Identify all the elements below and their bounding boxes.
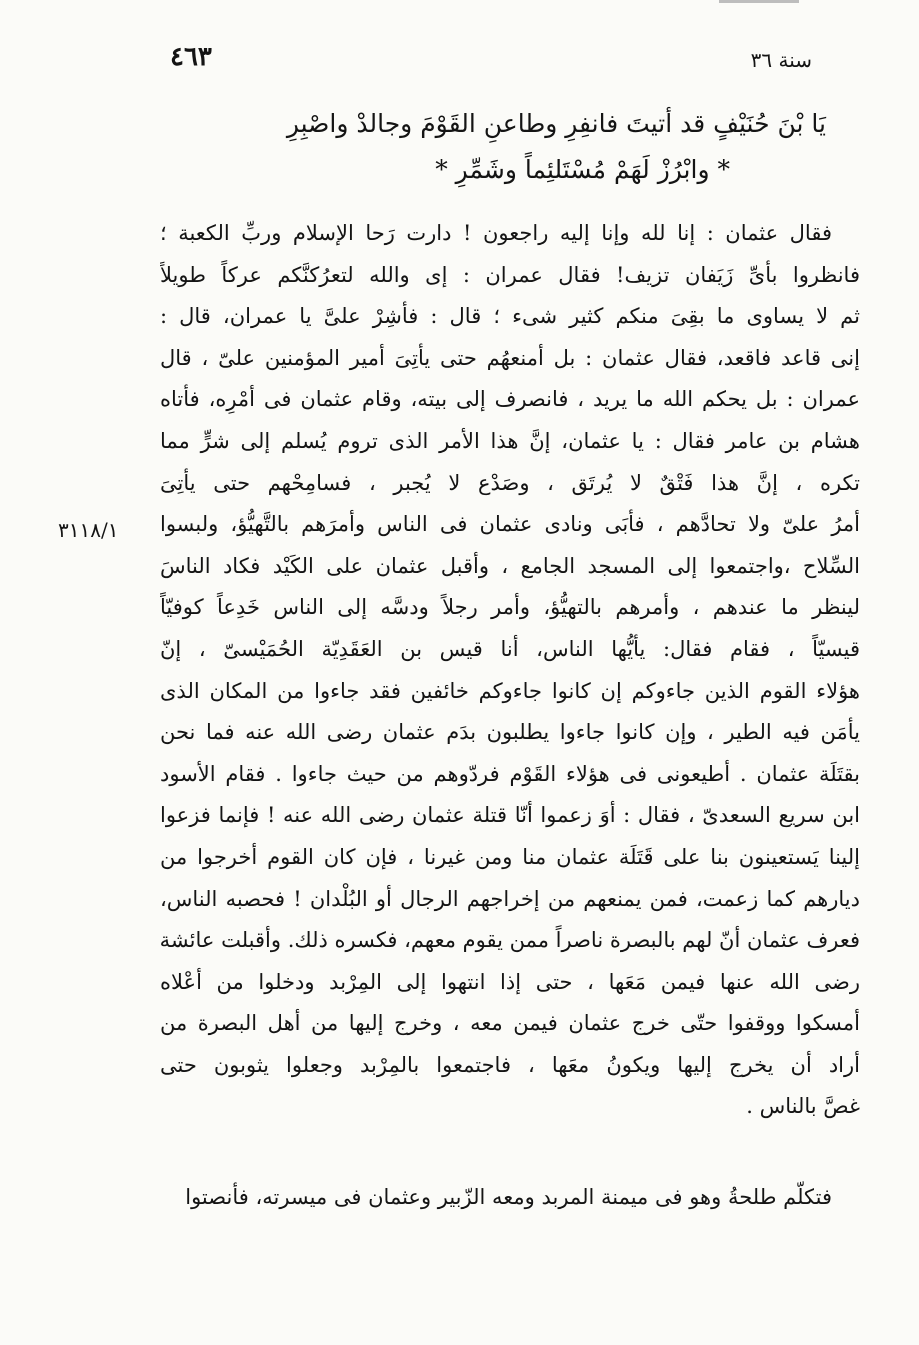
text-line: أراد أن يخرج إليها ويكونُ معَها ، فاجتمعوا بالمِرْبد وجعلوا يثوبون حتى	[160, 1052, 860, 1077]
text-line: إنى قاعد فاقعد، فقال عثمان : بل أمنعهُم حتى يأتِىَ أمير المؤمنين علىّ ، قال	[160, 345, 860, 370]
page-header	[150, 40, 830, 80]
text-line: هؤلاء القوم الذين جاءوكم إن كانوا جاءوكم خائفين فقد جاءوا من المكان الذى	[160, 678, 860, 703]
text-line: يأمَن فيه الطير ، وإن كانوا جاءوا يطلبون بدَم عثمان رضى الله عنه فما نحن	[160, 720, 860, 745]
year-label: سنة ٣٦	[750, 48, 812, 72]
text-line: هشام بن عامر فقال : يا عثمان، إنَّ هذا الأمر الذى تروم يُسلم إلى شرٍّ مما	[160, 428, 860, 453]
text-line: فانظروا بأىِّ زَيَفان تزيف! فقال عمران : إى والله لتعرُكنَّكم عركاً طويلاً	[160, 262, 860, 287]
body-paragraph	[160, 212, 860, 1127]
text-line: ثم لا يساوى ما بقِىَ منكم كثير شىء ؛ قال : فأشِرْ علىَّ يا عمران، قال :	[160, 304, 860, 329]
poem-verse: يَا بْنَ حُنَيْفٍ قد أتيتَ فانفِرِ وطاعنِ القَوْمَ وجالدْ واصْبِرِ	[286, 109, 826, 138]
page-number: ٤٦٣	[170, 42, 212, 72]
page-rule	[719, 0, 799, 3]
text-line: السِّلاح ،واجتمعوا إلى المسجد الجامع ، وأقبل عثمان على الكَيْد فكاد الناسَ	[160, 553, 860, 578]
text-line: بقتَلَة عثمان . أطيعونى فى هؤلاء القَوْم فردّوهم من حيث جاءوا . فقام الأسود	[160, 761, 860, 786]
text-line: ابن سريع السعدىّ ، فقال : أوَ زعموا أنّا قتلة عثمان رضى الله عنه ! فإنما فزعوا	[160, 803, 860, 828]
text-line: غصَّ بالناس .	[746, 1094, 860, 1119]
body-paragraph	[160, 1176, 860, 1218]
text-line: ديارهم كما زعمت، فمن يمنعهم من إخراجهم الرجال أو البُلْدان ! فحصبه الناس،	[160, 886, 860, 911]
text-line: قيسيّاً ، فقام فقال: يأيُّها الناس، أنا قيس بن العَقَدِيّة الحُمَيْسىّ ، إنّ	[160, 636, 860, 661]
text-line: تكره ، إنَّ هذا فَتْقٌ لا يُرتَق ، وصَدْع لا يُجبر ، فسامِحْهم حتى يأتِىَ	[160, 470, 860, 495]
text-line: إلينا يَستعينون بنا على قَتَلَة عثمان منا ومن غيرنا ، فإن كان القوم أخرجوا من	[160, 844, 860, 869]
text-line: أمرُ علىّ ولا تحادَّهم ، فأبَى ونادى عثمان فى الناس وأمرَهم بالتَّهيُّؤ، ولبسوا	[160, 512, 860, 537]
text-line: فتكلّم طلحةُ وهو فى ميمنة المربد ومعه الزّبير وعثمان فى ميسرته، فأنصتوا	[185, 1185, 832, 1209]
margin-reference: ٣١١٨/١	[58, 518, 119, 542]
text-line: لينظر ما عندهم ، وأمرهم بالتهيُّؤ، وأمر رجلاً ودسَّه إلى الناس خَدِعاً كوفيّاً	[160, 595, 860, 620]
poem-verse: * وابْرُزْ لَهَمْ مُسْتَلئِماً وشَمِّرِ *	[435, 155, 730, 184]
text-line: رضى الله عنها فيمن مَعَها ، حتى إذا انتهوا إلى المِرْبد ودخلوا من أعْلاه	[160, 969, 860, 994]
text-line: فعرف عثمان أنّ لهم بالبصرة ناصراً ممن يقوم معهم، فكسره ذلك. وأقبلت عائشة	[160, 928, 860, 953]
text-line: عمران : بل يحكم الله ما يريد ، فانصرف إلى بيته، وقام عثمان فى أمْرِه، فأتاه	[160, 387, 860, 412]
text-line: أمسكوا ووقفوا حتّى خرج عثمان فيمن معه ، وخرج إليها من أهل البصرة من	[160, 1011, 860, 1036]
text-line: فقال عثمان : إنا لله وإنا إليه راجعون ! دارت رَحا الإسلام وربِّ الكعبة ؛	[160, 221, 832, 245]
